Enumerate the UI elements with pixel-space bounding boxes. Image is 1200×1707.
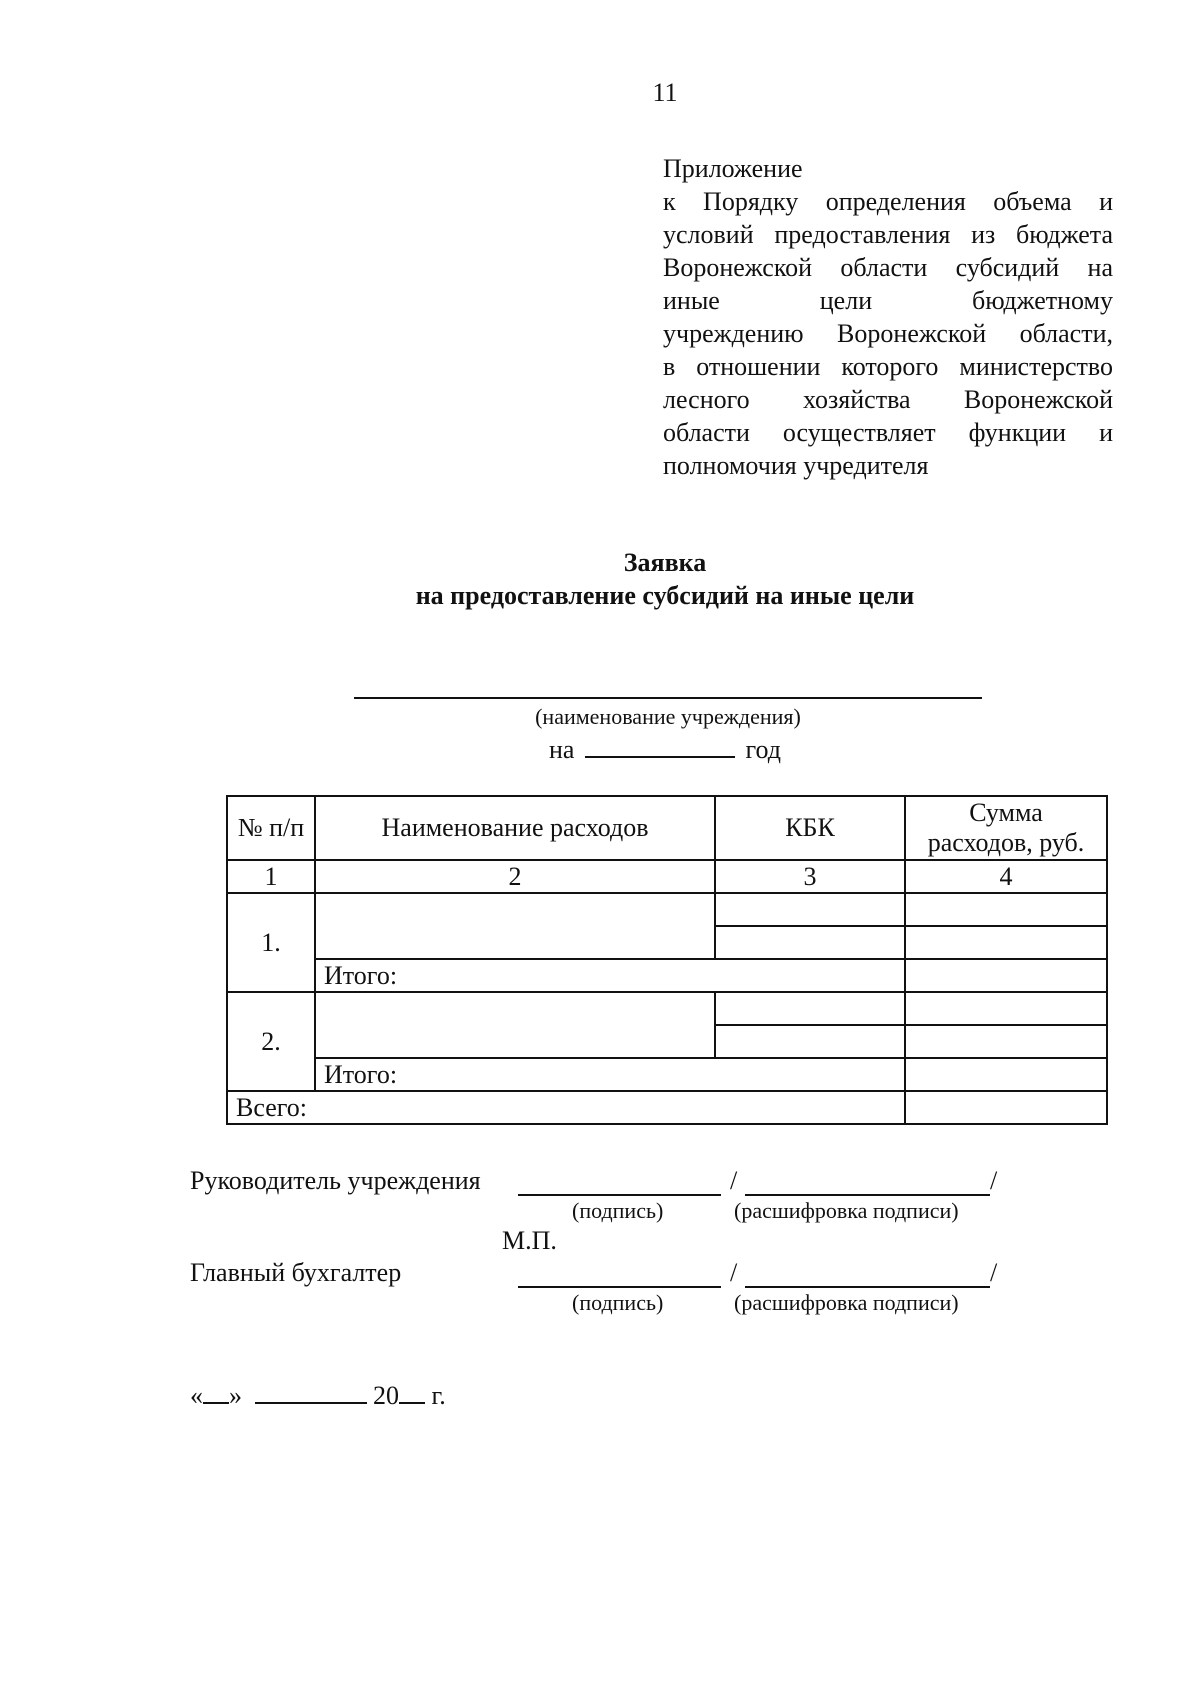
slash: / [730,1166,738,1195]
stamp-label: М.П. [502,1226,557,1255]
subtotal-label: Итого: [315,1058,905,1091]
appendix-line: условий предоставления из бюджета [663,220,1113,249]
table-row [227,893,1107,926]
appendix-block [663,152,1113,482]
expense-name-cell[interactable] [315,992,715,1058]
appendix-line [663,284,1113,317]
accountant-decode-field[interactable] [745,1286,990,1288]
appendix-word: Воронежской [963,385,1113,414]
sum-cell[interactable] [905,926,1107,959]
sum-cell[interactable] [905,1025,1107,1058]
appendix-line: учреждению Воронежской области, [663,319,1113,348]
month-field[interactable] [255,1380,367,1404]
title-line-1: Заявка [623,548,707,577]
appendix-word: бюджетному [972,286,1113,315]
header-sum: Сумма расходов, руб. [905,796,1107,860]
group-number: 1. [227,893,315,992]
page-number: 11 [652,78,678,107]
total-label: Всего: [227,1091,905,1124]
appendix-line: области осуществляет функции и [663,418,1113,447]
year-suffix: год [745,735,781,764]
accountant-signature-field[interactable] [518,1286,721,1288]
title-line-2: на предоставление субсидий на иные цели [415,581,915,610]
year-field[interactable] [585,734,735,758]
slash: / [990,1258,998,1287]
total-sum-cell[interactable] [905,1091,1107,1124]
day-field[interactable] [203,1380,229,1404]
sum-cell[interactable] [905,992,1107,1025]
head-decode-field[interactable] [745,1194,990,1196]
decode-caption: (расшифровка подписи) [734,1290,959,1315]
appendix-line: полномочия учредителя [663,451,929,480]
header-num: № п/п [227,796,315,860]
head-signature-field[interactable] [518,1194,721,1196]
column-number: 2 [315,860,715,893]
date-close-quote: » [229,1381,242,1410]
year-row [0,734,1200,765]
expenses-table [226,795,1108,1125]
kbk-cell[interactable] [715,1025,905,1058]
column-number: 3 [715,860,905,893]
signature-caption: (подпись) [572,1198,664,1223]
appendix-line: в отношении которого министерство [663,352,1113,381]
slash: / [990,1166,998,1195]
appendix-word: хозяйства [803,385,911,414]
appendix-word: лесного [663,385,750,414]
kbk-cell[interactable] [715,926,905,959]
column-number-row [227,860,1107,893]
appendix-word: цели [819,286,873,315]
kbk-cell[interactable] [715,992,905,1025]
head-label: Руководитель учреждения [190,1166,481,1195]
appendix-line: Воронежской области субсидий на [663,253,1113,282]
decode-caption: (расшифровка подписи) [734,1198,959,1223]
signature-caption: (подпись) [572,1290,664,1315]
subtotal-sum-cell[interactable] [905,1058,1107,1091]
date-open-quote: « [190,1381,203,1410]
subtotal-label: Итого: [315,959,905,992]
subtotal-sum-cell[interactable] [905,959,1107,992]
year-end-field[interactable] [399,1380,425,1404]
appendix-line-words [663,284,1113,317]
slash: / [730,1258,738,1287]
header-kbk: КБК [715,796,905,860]
column-number: 4 [905,860,1107,893]
table-row [227,992,1107,1025]
appendix-line: Приложение [663,154,803,183]
header-name: Наименование расходов [315,796,715,860]
organization-name-field[interactable] [354,697,982,699]
sum-cell[interactable] [905,893,1107,926]
expense-name-cell[interactable] [315,893,715,959]
appendix-line: к Порядку определения объема и [663,187,1113,216]
appendix-line-words [663,383,1113,416]
total-row [227,1091,1107,1124]
table-header-row [227,796,1107,860]
accountant-label: Главный бухгалтер [190,1258,402,1287]
kbk-cell[interactable] [715,893,905,926]
organization-caption: (наименование учреждения) [535,704,801,729]
column-number: 1 [227,860,315,893]
group-number: 2. [227,992,315,1091]
date-century: 20 [373,1381,399,1410]
date-suffix: г. [431,1381,446,1410]
year-prefix: на [549,735,575,764]
subtotal-row [227,1058,1107,1091]
subtotal-row [227,959,1107,992]
appendix-line [663,383,1113,416]
document-title [0,546,1200,612]
date-row [190,1380,446,1411]
appendix-word: иные [663,286,720,315]
